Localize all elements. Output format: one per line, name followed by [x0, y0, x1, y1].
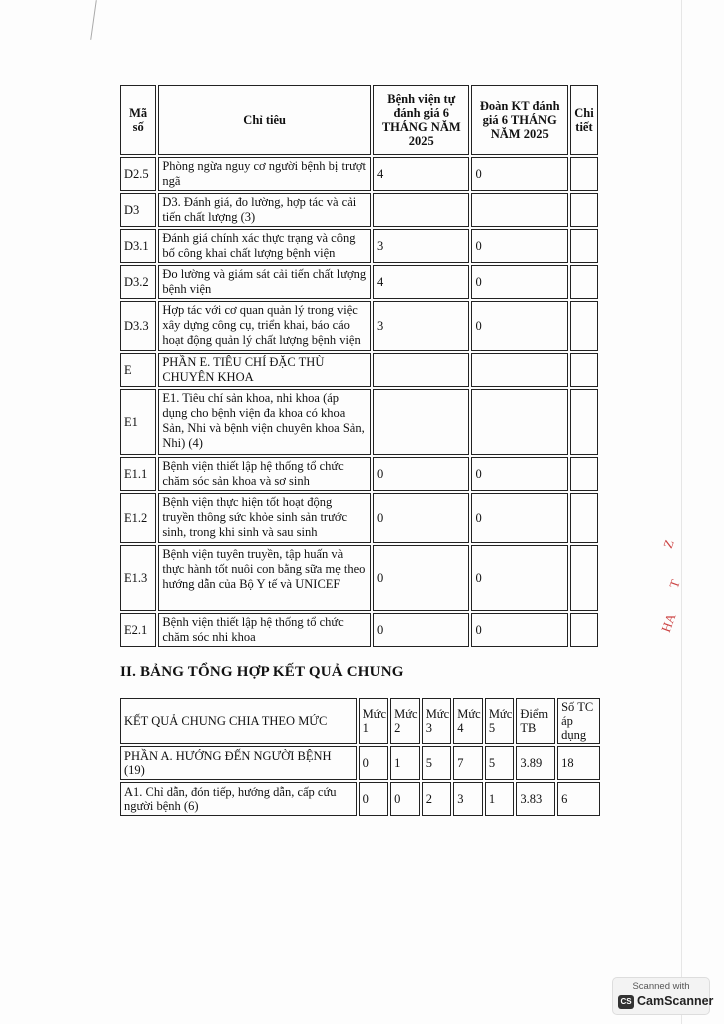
table-row	[120, 493, 598, 543]
summary-header-m3: Mức 3	[422, 698, 452, 744]
row-code: D3.3	[120, 301, 156, 351]
row-detail	[570, 545, 598, 611]
summary-m4: 3	[453, 782, 483, 816]
summary-header-m4: Mức 4	[453, 698, 483, 744]
summary-avg: 3.89	[516, 746, 555, 780]
summary-m1: 0	[359, 746, 389, 780]
summary-m1: 0	[359, 782, 389, 816]
row-code: E2.1	[120, 613, 156, 647]
summary-table	[118, 696, 602, 818]
row-criteria: Đo lường và giám sát cải tiến chất lượng bệnh viện	[158, 265, 371, 299]
row-audit-score: 0	[471, 457, 567, 491]
row-criteria: Phòng ngừa nguy cơ người bệnh bị trượt ngã	[158, 157, 371, 191]
summary-header-label: KẾT QUẢ CHUNG CHIA THEO MỨC	[120, 698, 357, 744]
row-detail	[570, 265, 598, 299]
header-self-assessment: Bệnh viện tự đánh giá 6 THÁNG NĂM 2025	[373, 85, 469, 155]
row-code: D3	[120, 193, 156, 227]
row-criteria: Bệnh viện thiết lập hệ thống tổ chức chăm sóc nhi khoa	[158, 613, 371, 647]
row-criteria: E1. Tiêu chí sản khoa, nhi khoa (áp dụng cho bệnh viện đa khoa có khoa Sản, Nhi và bệnh viện chuyên khoa Sản, Nhi) (4)	[158, 389, 371, 455]
row-code: E1.3	[120, 545, 156, 611]
header-detail: Chi tiết	[570, 85, 598, 155]
red-stamp-fragment	[656, 525, 688, 635]
header-code: Mã số	[120, 85, 156, 155]
row-code: D3.2	[120, 265, 156, 299]
summary-label: A1. Chỉ dẫn, đón tiếp, hướng dẫn, cấp cứu người bệnh (6)	[120, 782, 357, 816]
table-row	[120, 229, 598, 263]
page-edge	[681, 0, 682, 1024]
row-code: D3.1	[120, 229, 156, 263]
row-self-score	[373, 389, 469, 455]
row-code: E	[120, 353, 156, 387]
row-detail	[570, 389, 598, 455]
row-self-score: 4	[373, 265, 469, 299]
summary-m5: 1	[485, 782, 515, 816]
scan-artifact-line	[90, 0, 97, 40]
table-row	[120, 457, 598, 491]
badge-caption: Scanned with	[632, 981, 690, 992]
row-self-score	[373, 193, 469, 227]
table-row	[120, 545, 598, 611]
summary-m4: 7	[453, 746, 483, 780]
row-detail	[570, 493, 598, 543]
row-audit-score	[471, 389, 567, 455]
summary-header-m1: Mức 1	[359, 698, 389, 744]
camscanner-badge	[612, 977, 714, 1015]
table-row	[120, 613, 598, 647]
summary-m5: 5	[485, 746, 515, 780]
summary-row	[120, 782, 600, 816]
table-row	[120, 157, 598, 191]
summary-header-m2: Mức 2	[390, 698, 420, 744]
row-detail	[570, 457, 598, 491]
row-detail	[570, 301, 598, 351]
row-code: E1.1	[120, 457, 156, 491]
row-detail	[570, 613, 598, 647]
row-audit-score: 0	[471, 157, 567, 191]
header-audit-assessment: Đoàn KT đánh giá 6 THÁNG NĂM 2025	[471, 85, 567, 155]
summary-header-avg: Điểm TB	[516, 698, 555, 744]
row-audit-score	[471, 193, 567, 227]
row-audit-score	[471, 353, 567, 387]
row-criteria: Bệnh viện thiết lập hệ thống tổ chức chăm sóc sản khoa và sơ sinh	[158, 457, 371, 491]
row-audit-score: 0	[471, 229, 567, 263]
row-audit-score: 0	[471, 545, 567, 611]
row-self-score: 0	[373, 613, 469, 647]
row-criteria: D3. Đánh giá, đo lường, hợp tác và cải tiến chất lượng (3)	[158, 193, 371, 227]
row-detail	[570, 157, 598, 191]
row-self-score	[373, 353, 469, 387]
row-code: D2.5	[120, 157, 156, 191]
summary-row	[120, 746, 600, 780]
row-audit-score: 0	[471, 301, 567, 351]
table-row	[120, 389, 598, 455]
badge-brand: CamScanner	[637, 994, 714, 1008]
row-detail	[570, 229, 598, 263]
row-criteria: Bệnh viện thực hiện tốt hoạt động truyền thông sức khỏe sinh sản trước sinh, trong khi sinh và sau sinh	[158, 493, 371, 543]
row-self-score: 3	[373, 229, 469, 263]
summary-m2: 0	[390, 782, 420, 816]
row-criteria: Bệnh viện tuyên truyền, tập huấn và thực hành tốt nuôi con bằng sữa mẹ theo hướng dẫn của Bộ Y tế và UNICEF	[158, 545, 371, 611]
summary-m3: 2	[422, 782, 452, 816]
row-criteria: Hợp tác với cơ quan quản lý trong việc xây dựng công cụ, triển khai, báo cáo hoạt động quản lý chất lượng bệnh viện	[158, 301, 371, 351]
stamp-text-2: T	[666, 577, 683, 591]
row-criteria: Đánh giá chính xác thực trạng và công bố công khai chất lượng bệnh viện	[158, 229, 371, 263]
row-self-score: 4	[373, 157, 469, 191]
row-self-score: 0	[373, 457, 469, 491]
summary-count: 6	[557, 782, 600, 816]
summary-avg: 3.83	[516, 782, 555, 816]
summary-header-count: Số TC áp dụng	[557, 698, 600, 744]
row-code: E1.2	[120, 493, 156, 543]
table-row	[120, 301, 598, 351]
row-self-score: 0	[373, 545, 469, 611]
summary-label: PHẦN A. HƯỚNG ĐẾN NGƯỜI BỆNH (19)	[120, 746, 357, 780]
row-detail	[570, 353, 598, 387]
stamp-text-3: HA	[658, 611, 679, 635]
row-audit-score: 0	[471, 265, 567, 299]
camscanner-logo-icon: CS	[618, 995, 634, 1009]
summary-header-row	[120, 698, 600, 744]
table-row	[120, 193, 598, 227]
section-title: II. BẢNG TỔNG HỢP KẾT QUẢ CHUNG	[120, 664, 404, 680]
row-criteria: PHẦN E. TIÊU CHÍ ĐẶC THÙ CHUYÊN KHOA	[158, 353, 371, 387]
summary-m3: 5	[422, 746, 452, 780]
stamp-text-1: Z	[660, 537, 677, 551]
summary-header-m5: Mức 5	[485, 698, 515, 744]
row-audit-score: 0	[471, 493, 567, 543]
table-row	[120, 353, 598, 387]
row-self-score: 3	[373, 301, 469, 351]
criteria-table	[118, 83, 600, 649]
summary-count: 18	[557, 746, 600, 780]
row-audit-score: 0	[471, 613, 567, 647]
row-detail	[570, 193, 598, 227]
header-criteria: Chỉ tiêu	[158, 85, 371, 155]
table-row	[120, 265, 598, 299]
row-self-score: 0	[373, 493, 469, 543]
summary-m2: 1	[390, 746, 420, 780]
row-code: E1	[120, 389, 156, 455]
